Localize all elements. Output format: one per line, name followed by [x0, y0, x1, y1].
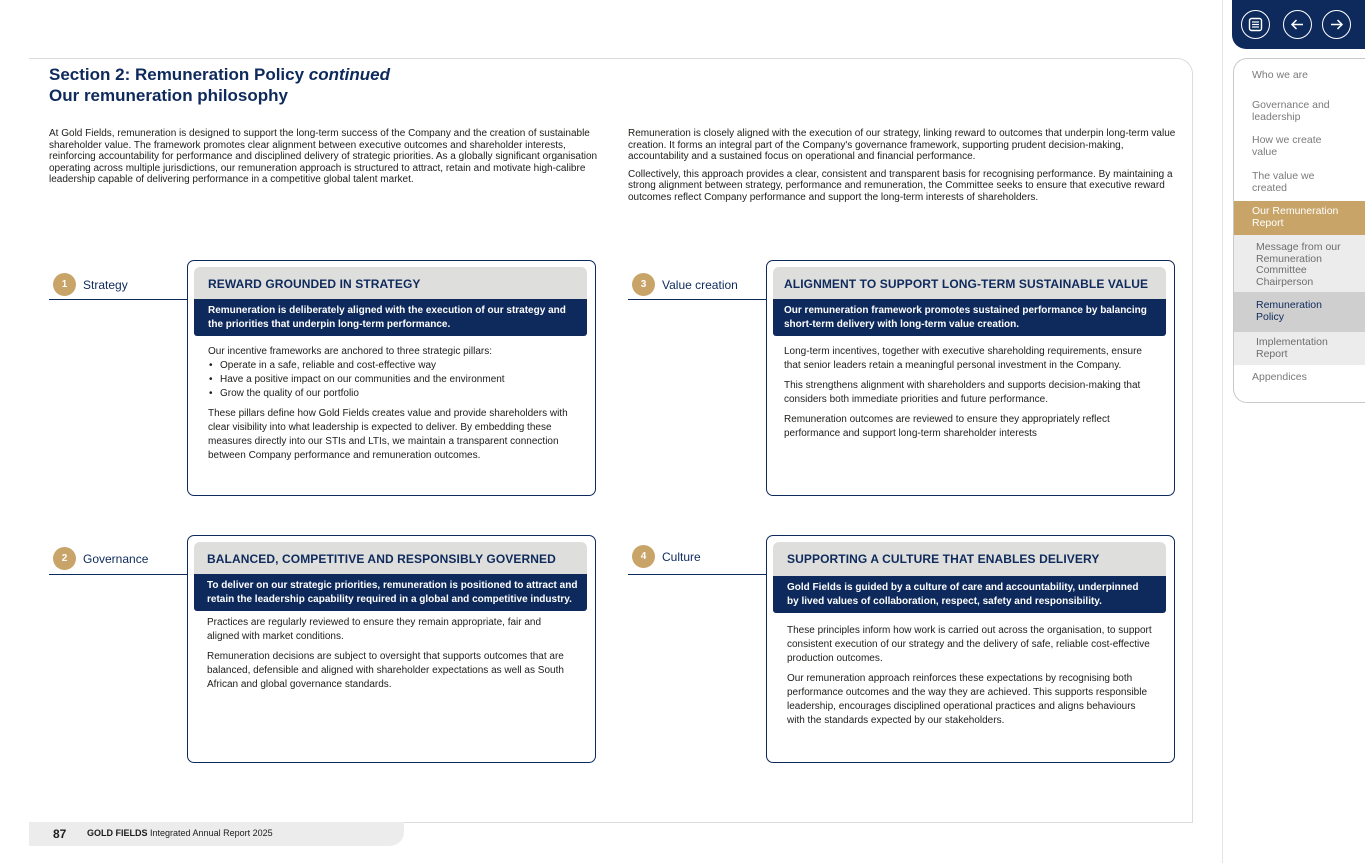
pillar-card-governance — [187, 535, 596, 763]
footer-report: Integrated Annual Report 2025 — [150, 828, 273, 838]
card-paragraph: Remuneration decisions are subject to oversight that supports outcomes that are balanced, defensible and aligned with shareholder expectations as well as South African and global governance standards. — [207, 651, 564, 690]
pillar-card-culture — [766, 535, 1175, 763]
nav-subitem-remuneration-policy[interactable]: Remuneration Policy — [1234, 292, 1365, 332]
pillar-tab-value-creation — [632, 273, 738, 296]
footer-brand: GOLD FIELDS — [87, 828, 148, 838]
pillar-number-badge: 2 — [53, 547, 76, 570]
list-item: • Have a positive impact on our communities and the environment — [208, 373, 575, 387]
pillar-tab-culture — [632, 545, 701, 568]
card-paragraph: This strengthens alignment with shareholders and supports decision-making that considers both immediate priorities and future performance. — [784, 380, 1141, 405]
pillar-number-badge: 4 — [632, 545, 655, 568]
pillar-connector — [628, 299, 767, 300]
pillar-label: Value creation — [662, 277, 738, 292]
pillar-tab-governance — [53, 547, 148, 570]
list-item: • Operate in a safe, reliable and cost-effective way — [208, 359, 575, 373]
list-item: • Grow the quality of our portfolio — [208, 387, 575, 401]
section-navigation — [1233, 58, 1365, 403]
arrow-right-icon[interactable] — [1322, 10, 1351, 39]
pillar-card-strategy — [187, 260, 596, 496]
pillar-number-badge: 3 — [632, 273, 655, 296]
contents-icon-glyph — [1248, 17, 1263, 32]
nav-item-how-we-create-value[interactable]: How we create value — [1252, 134, 1322, 158]
card-summary-band: Gold Fields is guided by a culture of care and accountability, underpinned by lived values of collaboration, respect, safety and responsibility. — [773, 576, 1166, 613]
card-paragraph: Our remuneration approach reinforces these expectations by recognising both performance outcomes and the way they are achieved. This supports responsible leadership, encourages disciplined operational practices and aligns behaviours with the standards expected by our stakeholders. — [787, 673, 1148, 726]
intro-paragraph: Remuneration is closely aligned with the execution of our strategy, linking reward to outcomes that underpin long-term value creation. It forms an integral part of the Company's governance framework, supporting prudent decision-making, accountability and a sustained focus on operational and financial performance. — [628, 128, 1176, 163]
footer-report-title — [87, 828, 273, 838]
card-paragraph: These pillars define how Gold Fields creates value and provide shareholders with clear visibility into what leadership is expected to deliver. By embedding these measures directly into our STIs and LTIs, we maintain a transparent connection between Company performance and remuneration outcomes. — [208, 408, 568, 461]
card-paragraph: These principles inform how work is carried out across the organisation, to support consistent execution of our strategy and the delivery of safe, reliable cost-effective production outcomes. — [787, 625, 1152, 664]
pillar-connector — [628, 574, 767, 575]
nav-item-remuneration-report[interactable]: Our Remuneration Report — [1234, 201, 1365, 235]
card-summary-band: Remuneration is deliberately aligned with the execution of our strategy and the priorities that underpin long-term performance. — [194, 299, 587, 336]
nav-item-who-we-are[interactable]: Who we are — [1252, 69, 1309, 81]
pillar-card-value-creation — [766, 260, 1175, 496]
intro-right-column — [628, 128, 1178, 210]
contents-icon[interactable] — [1241, 10, 1270, 39]
nav-item-value-we-created[interactable]: The value we created — [1252, 170, 1315, 194]
arrow-left-icon[interactable] — [1283, 10, 1312, 39]
sidebar-divider — [1222, 0, 1223, 863]
pillar-bullet-list — [208, 359, 575, 401]
pillar-number-badge: 1 — [53, 273, 76, 296]
card-summary-band: To deliver on our strategic priorities, remuneration is positioned to attract and retain the leadership capability required in a global and competitive industry. — [194, 574, 587, 611]
card-paragraph: Remuneration outcomes are reviewed to ensure they appropriately reflect performance and support long-term shareholder interests — [784, 414, 1110, 439]
card-heading: ALIGNMENT TO SUPPORT LONG-TERM SUSTAINABLE VALUE — [773, 267, 1166, 301]
intro-left-column — [49, 128, 599, 192]
card-summary-band: Our remuneration framework promotes sustained performance by balancing short-term delivery with long-term value creation. — [773, 299, 1166, 336]
card-body — [208, 345, 575, 469]
nav-button-bar — [1232, 0, 1365, 49]
card-heading: REWARD GROUNDED IN STRATEGY — [194, 267, 587, 301]
card-paragraph: Practices are regularly reviewed to ensure they remain appropriate, fair and aligned with market conditions. — [207, 617, 542, 642]
section-title-suffix: continued — [308, 65, 391, 84]
card-heading: BALANCED, COMPETITIVE AND RESPONSIBLY GOVERNED — [194, 542, 587, 576]
card-body — [787, 624, 1154, 734]
arrow-left-glyph — [1290, 17, 1305, 32]
section-title: Section 2: Remuneration Policy continued — [49, 65, 391, 84]
card-body — [207, 616, 575, 698]
intro-paragraph: Collectively, this approach provides a clear, consistent and transparent basis for recognising performance. By maintaining a strong alignment between strategy, performance and remuneration, the Committee seeks to ensure that executive reward outcomes reflect Company performance and support the long-term interests of shareholders. — [628, 168, 1173, 203]
pillar-connector — [49, 299, 188, 300]
pillar-connector — [49, 574, 188, 575]
nav-subitem-chairperson-message[interactable]: Message from our Remuneration Committee Chairperson — [1234, 235, 1365, 292]
card-heading: SUPPORTING A CULTURE THAT ENABLES DELIVERY — [773, 542, 1166, 576]
card-body-intro: Our incentive frameworks are anchored to three strategic pillars: — [208, 346, 493, 357]
pillar-tab-strategy — [53, 273, 128, 296]
card-body — [784, 345, 1154, 447]
pillar-label: Governance — [83, 551, 149, 566]
pillar-label: Culture — [662, 549, 701, 564]
nav-item-appendices[interactable]: Appendices — [1252, 371, 1307, 383]
page-header — [49, 64, 390, 106]
pillar-label: Strategy — [83, 277, 128, 292]
card-paragraph: Long-term incentives, together with executive shareholding requirements, ensure that senior leaders retain a meaningful personal investment in the Company. — [784, 346, 1142, 371]
page-title: Our remuneration philosophy — [49, 86, 288, 105]
intro-paragraph: At Gold Fields, remuneration is designed to support the long-term success of the Company and the creation of sustainable shareholder value. The framework promotes clear alignment between executive outcomes and shareholder interests, reinforcing accountability for performance and disciplined delivery of strategic priorities. As a globally significant organisation operating across multiple jurisdictions, our remuneration approach is structured to attract, retain and motivate high-calibre leadership capable of delivering performance in a competitive global talent market. — [49, 128, 598, 186]
page-number: 87 — [53, 827, 67, 841]
nav-item-governance[interactable]: Governance and leadership — [1252, 99, 1330, 123]
arrow-right-glyph — [1329, 17, 1344, 32]
nav-subitem-implementation-report[interactable]: Implementation Report — [1234, 332, 1365, 365]
page-footer — [29, 822, 404, 846]
